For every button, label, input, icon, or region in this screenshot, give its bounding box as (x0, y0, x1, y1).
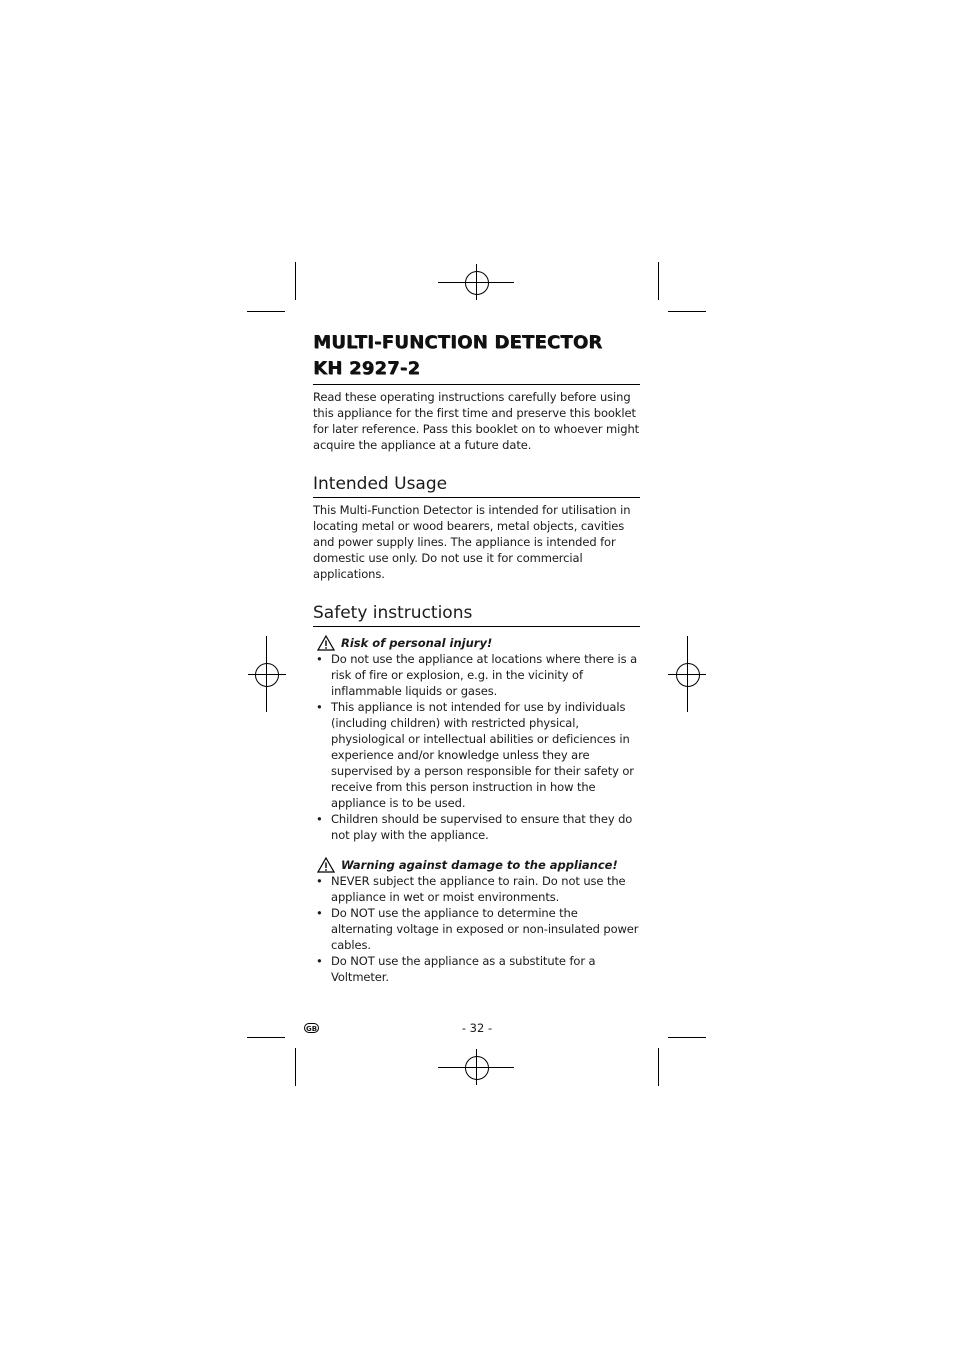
list-item: • Children should be supervised to ensure that they do not play with the appliance. (313, 811, 640, 843)
warning-triangle-icon (317, 857, 335, 873)
crop-mark (247, 311, 285, 312)
injury-list (313, 651, 640, 843)
title-line-1: MULTI-FUNCTION DETECTOR (313, 332, 603, 353)
page-content (313, 330, 640, 985)
crop-mark (668, 1037, 706, 1038)
damage-list (313, 873, 640, 985)
intended-usage-paragraph: This Multi-Function Detector is intended for utilisation in locating metal or wood bearers, metal objects, cavities and power supply lines. The appliance is intended for domestic use only. Do not use it for commercial applications. (313, 503, 631, 581)
list-item: • Do NOT use the appliance to determine the alternating voltage in exposed or non-insulated power cables. (313, 905, 640, 953)
crop-mark (658, 262, 659, 300)
document-title (313, 330, 640, 382)
warning-label: Warning against damage to the appliance! (341, 858, 618, 872)
crop-mark (247, 1037, 285, 1038)
crop-mark (295, 1048, 296, 1086)
list-item: • NEVER subject the appliance to rain. Do not use the appliance in wet or moist environments. (313, 873, 640, 905)
warning-personal-injury (313, 635, 640, 651)
title-divider (313, 384, 640, 385)
warning-triangle-icon (317, 635, 335, 651)
page-number: - 32 - (461, 1021, 493, 1035)
title-line-2: KH 2927-2 (313, 358, 421, 379)
country-badge: GB (305, 1025, 318, 1033)
crop-mark (658, 1048, 659, 1086)
intended-usage-heading: Intended Usage (313, 474, 448, 494)
warning-label: Risk of personal injury! (341, 636, 493, 650)
warning-appliance-damage (313, 857, 640, 873)
section-divider (313, 497, 640, 498)
list-item: • Do NOT use the appliance as a substitute for a Voltmeter. (313, 953, 640, 985)
crop-mark (668, 311, 706, 312)
list-item: • This appliance is not intended for use by individuals (including children) with restricted physical, physiological or intellectual abilities or deficiences in experience and/or knowledge unless they are supervised by a person responsible for their safety or receive from this person instruction in how the appliance is to be used. (313, 699, 640, 811)
crop-mark (295, 262, 296, 300)
section-divider (313, 626, 640, 627)
list-item: • Do not use the appliance at locations where there is a risk of fire or explosion, e.g. in the vicinity of inflammable liquids or gases. (313, 651, 640, 699)
safety-instructions-heading: Safety instructions (313, 603, 473, 623)
intro-paragraph: Read these operating instructions carefully before using this appliance for the first time and preserve this booklet for later reference. Pass this booklet on to whoever might acquire the appliance at a future date. (313, 390, 640, 452)
